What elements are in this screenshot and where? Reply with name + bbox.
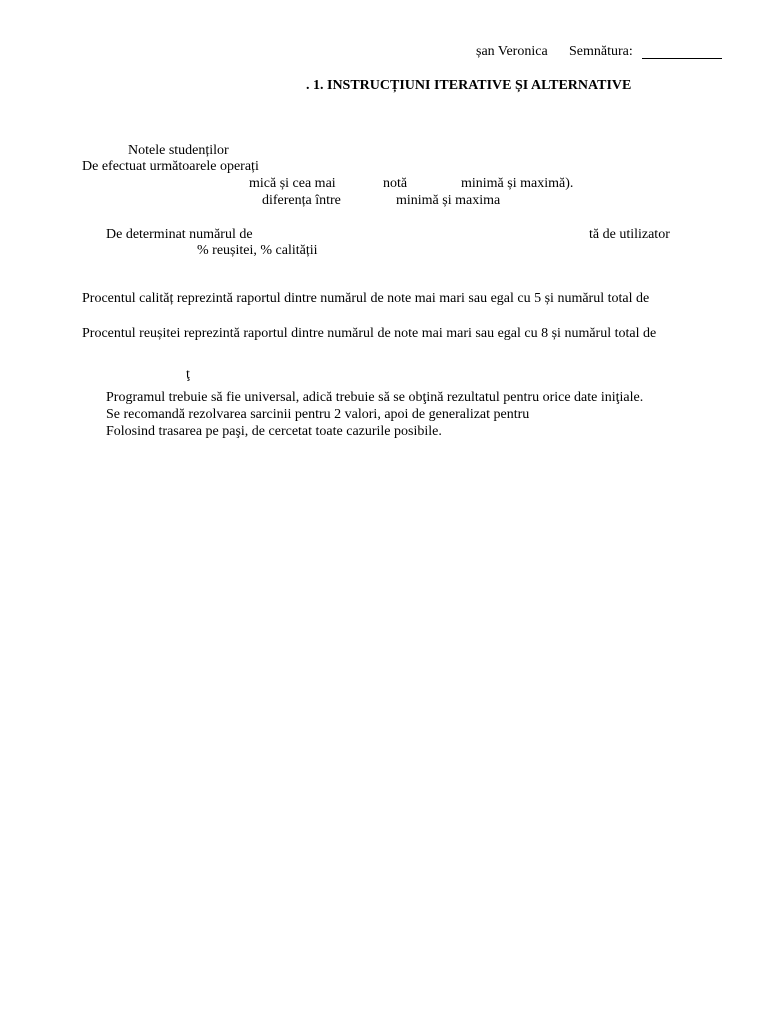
task-line-4b: minimă și maxima <box>396 193 501 208</box>
note-item-2: Se recomandă rezolvarea sarcinii pentru 2 valori, apoi de generalizat pentru <box>106 407 530 422</box>
page-title: . 1. INSTRUCȚIUNI ITERATIVE ȘI ALTERNATIVE <box>306 78 632 93</box>
signature-line <box>642 58 722 59</box>
task-line-2: De efectuat următoarele operați <box>82 159 259 174</box>
success-definition: Procentul reușitei reprezintă raportul dintre numărul de note mai mari sau egal cu 8 și numărul total de <box>82 326 657 341</box>
note-item-1: Programul trebuie să fie universal, adică trebuie să se obţină rezultatul pentru orice date iniţiale. <box>106 390 644 405</box>
author-name: șan Veronica <box>476 44 548 59</box>
task-line-3b: notă <box>383 176 408 191</box>
task-line-5b: tă de utilizator <box>589 227 670 242</box>
task-line-3a: mică și cea mai <box>249 176 336 191</box>
note-item-3: Folosind trasarea pe paşi, de cercetat toate cazurile posibile. <box>106 424 442 439</box>
signature-label: Semnătura: <box>569 44 633 59</box>
task-line-3c: minimă și maximă). <box>461 176 574 191</box>
task-line-6: % reușitei, % calității <box>197 243 318 258</box>
task-line-4a: diferența între <box>262 193 341 208</box>
quality-definition: Procentul calităț reprezintă raportul dintre numărul de note mai mari sau egal cu 5 și numărul total de <box>82 291 650 306</box>
notes-marker: ţ <box>186 367 190 382</box>
task-line-5a: De determinat numărul de <box>106 227 253 242</box>
task-line-1: Notele studenților <box>128 143 229 158</box>
